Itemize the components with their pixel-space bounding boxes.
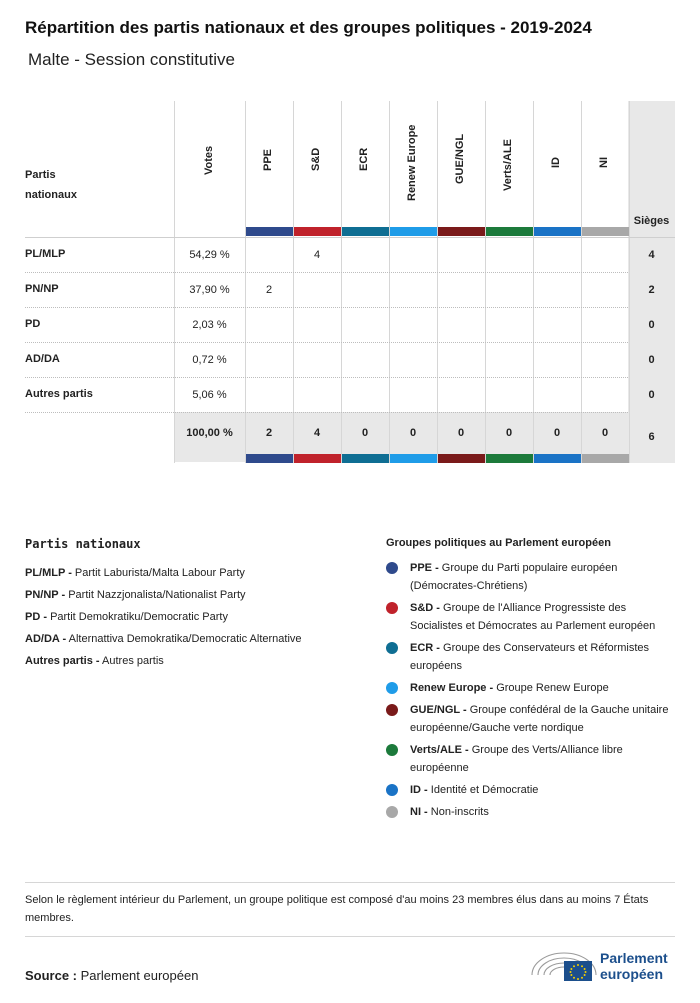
seats-total-cell: 4: [648, 248, 655, 261]
votes-column-header: Votes: [202, 145, 215, 175]
column-divider: [437, 101, 438, 463]
seat-cell: 4: [313, 248, 321, 261]
group-color-bar: [342, 227, 389, 236]
total-group-cell: 0: [601, 427, 609, 439]
group-header-ecr: ECR: [358, 147, 370, 171]
group-color-dot-icon: [386, 806, 398, 818]
group-abbr: Verts/ALE -: [410, 744, 469, 756]
group-color-bar: [438, 454, 485, 463]
total-group-cell: 0: [409, 427, 417, 439]
national-legend-item: [25, 606, 365, 628]
group-legend-item: [386, 781, 676, 799]
group-legend-item: [386, 639, 676, 675]
total-group-cell: 0: [505, 427, 513, 439]
political-groups-legend: [386, 537, 676, 825]
group-header-ni: NI: [598, 156, 610, 168]
group-header-guengl: GUE/NGL: [454, 133, 466, 185]
votes-cell: 0,72 %: [192, 353, 227, 366]
group-header-vertsale: Verts/ALE: [502, 138, 514, 191]
group-name: Non-inscrits: [430, 806, 489, 818]
divider: [25, 882, 675, 883]
group-header-sd: S&D: [310, 147, 322, 171]
party-row-label: PL/MLP: [25, 247, 66, 260]
votes-cell: 54,29 %: [189, 248, 230, 261]
group-abbr: PPE -: [410, 562, 439, 574]
seats-column-header: Sièges: [633, 215, 670, 227]
group-color-dot-icon: [386, 562, 398, 574]
national-legend-item: [25, 562, 365, 584]
national-legend-item: [25, 628, 365, 650]
group-abbr: Renew Europe -: [410, 682, 494, 694]
group-name: Groupe des Verts/Alliance libre européenne: [410, 744, 623, 774]
group-color-bar: [534, 454, 581, 463]
party-abbr: PD -: [25, 611, 47, 623]
group-header-reneweurope: Renew Europe: [406, 124, 418, 201]
header-divider: [25, 237, 675, 238]
national-parties-legend: [25, 537, 365, 672]
page-title: Répartition des partis nationaux et des groupes politiques - 2019-2024: [25, 18, 592, 37]
party-name: Partit Demokratiku/Democratic Party: [50, 611, 228, 623]
group-legend-item: [386, 679, 676, 697]
group-name: Groupe des Conservateurs et Réformistes européens: [410, 642, 650, 672]
national-legend-heading: Partis nationaux: [25, 537, 141, 551]
party-row-label: Autres partis: [25, 387, 93, 400]
group-header-id: ID: [550, 156, 562, 168]
group-color-bar: [246, 454, 293, 463]
party-row-label: AD/DA: [25, 352, 60, 365]
group-name: Identité et Démocratie: [430, 784, 539, 796]
group-legend-item: [386, 803, 676, 821]
row-divider: [25, 272, 628, 273]
group-name: Groupe du Parti populaire européen (Démocrates-Chrétiens): [410, 562, 618, 592]
total-votes-cell: 100,00 %: [186, 427, 233, 439]
row-divider: [25, 307, 628, 308]
rules-note: Selon le règlement intérieur du Parlement, un groupe politique est composé d'au moins 23 membres élus dans au moins 7 États membres.: [25, 894, 649, 924]
groups-legend-heading: Groupes politiques au Parlement européen: [386, 537, 611, 549]
group-legend-item: [386, 741, 676, 777]
ep-logo-text: Parlement européen: [600, 950, 668, 982]
votes-cell: 37,90 %: [189, 283, 230, 296]
national-legend-item: [25, 650, 365, 672]
page-subtitle: Malte - Session constitutive: [28, 50, 235, 69]
group-name: Groupe confédéral de la Gauche unitaire européenne/Gauche verte nordique: [410, 704, 669, 734]
total-group-cell: 0: [553, 427, 561, 439]
total-group-cell: 0: [457, 427, 465, 439]
column-divider: [341, 101, 342, 463]
column-divider: [293, 101, 294, 463]
results-table: [25, 101, 675, 463]
row-divider: [25, 412, 628, 413]
party-abbr: AD/DA -: [25, 633, 67, 645]
total-group-cell: 0: [361, 427, 369, 439]
group-legend-item: [386, 701, 676, 737]
group-color-bar: [582, 454, 629, 463]
source-value: Parlement européen: [80, 968, 199, 983]
total-group-cell: 2: [265, 427, 273, 439]
group-name: Groupe Renew Europe: [496, 682, 609, 694]
group-color-dot-icon: [386, 744, 398, 756]
column-divider: [581, 101, 582, 463]
party-row-label: PD: [25, 317, 41, 330]
party-name: Alternattiva Demokratika/Democratic Alternative: [68, 633, 302, 645]
group-color-bar: [342, 454, 389, 463]
party-abbr: Autres partis -: [25, 655, 100, 667]
row-divider: [25, 377, 628, 378]
column-divider: [533, 101, 534, 463]
group-abbr: ID -: [410, 784, 428, 796]
group-color-dot-icon: [386, 704, 398, 716]
group-color-bar: [486, 454, 533, 463]
row-divider: [25, 342, 628, 343]
group-color-bar: [486, 227, 533, 236]
divider: [25, 936, 675, 937]
total-seats-cell: 6: [648, 431, 655, 443]
group-abbr: S&D -: [410, 602, 440, 614]
group-legend-item: [386, 559, 676, 595]
party-name: Autres partis: [102, 655, 164, 667]
seats-total-cell: 0: [648, 318, 655, 331]
seat-cell: 2: [265, 283, 273, 296]
party-row-label: PN/NP: [25, 282, 59, 295]
group-color-bar: [246, 227, 293, 236]
source-line: [25, 968, 198, 983]
column-divider: [485, 101, 486, 463]
group-abbr: NI -: [410, 806, 428, 818]
group-abbr: ECR -: [410, 642, 440, 654]
total-group-cell: 4: [313, 427, 321, 439]
group-color-bar: [438, 227, 485, 236]
group-color-dot-icon: [386, 682, 398, 694]
group-legend-item: [386, 599, 676, 635]
seats-total-cell: 0: [648, 353, 655, 366]
group-color-bar: [582, 227, 629, 236]
votes-cell: 2,03 %: [192, 318, 227, 331]
column-divider: [389, 101, 390, 463]
party-name: Partit Laburista/Malta Labour Party: [74, 567, 245, 579]
party-column-header: Partis nationaux: [25, 169, 77, 201]
group-color-dot-icon: [386, 642, 398, 654]
group-color-dot-icon: [386, 602, 398, 614]
group-color-bar: [294, 227, 341, 236]
group-color-bar: [390, 227, 437, 236]
group-color-bar: [534, 227, 581, 236]
party-name: Partit Nazzjonalista/Nationalist Party: [68, 589, 246, 601]
group-name: Groupe de l'Alliance Progressiste des Socialistes et Démocrates au Parlement européen: [410, 602, 656, 632]
party-abbr: PN/NP -: [25, 589, 66, 601]
seats-total-cell: 0: [648, 388, 655, 401]
party-abbr: PL/MLP -: [25, 567, 72, 579]
group-abbr: GUE/NGL -: [410, 704, 467, 716]
seats-total-cell: 2: [648, 283, 655, 296]
national-legend-item: [25, 584, 365, 606]
group-color-dot-icon: [386, 784, 398, 796]
group-header-ppe: PPE: [262, 148, 274, 171]
source-label: Source :: [25, 968, 78, 983]
group-color-bar: [294, 454, 341, 463]
votes-cell: 5,06 %: [192, 388, 227, 401]
group-color-bar: [390, 454, 437, 463]
